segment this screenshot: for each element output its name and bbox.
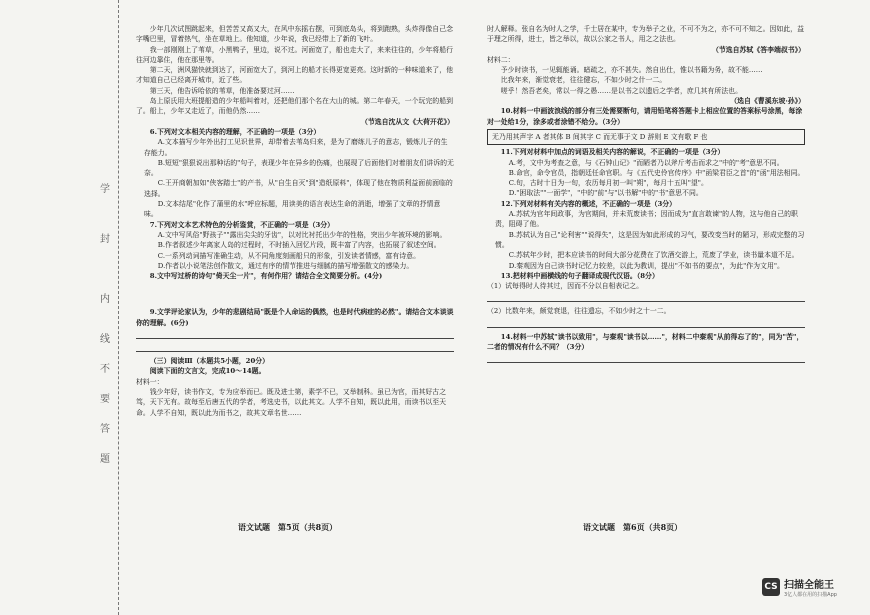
answer-space	[136, 281, 454, 307]
option: C.苏轼年少时，把本应读书的时间大部分花费在了饮酒交游上，荒废了学业，读书量本道不足。	[508, 251, 799, 260]
translation-item: （2）比数年来，颇觉衰退，往往遗忘，不如少时之十一二。	[487, 307, 671, 316]
answer-line[interactable]	[487, 293, 805, 302]
option: C.旬，古时十日为一旬，农历每月初一叫"朔"，每月十五叫"望"。	[508, 179, 708, 188]
question-11: 11.下列对材料中加点的词语及相关内容的解说，不正确的一项是（3分）	[500, 148, 725, 157]
material-text: 钱少年好，读书作文，专为应举而已。既及进士第，素学不已，又举制科。虽已为官，而其好古之笃，天下无有。故每至后唐五代的学者，考选史书，以此其文。人学不自知，既以此用，而读书以至天命。人学不自知，既以此为而书之，故其文章名世……	[136, 387, 447, 417]
question-7: 7.下列对文本艺术特色的分析鉴赏，不正确的一项是（3分）	[149, 220, 335, 229]
scanner-app-tagline: 3亿人都在用的扫描App	[784, 592, 837, 598]
binding-label: 封	[100, 234, 110, 245]
story-paragraph: 岛上原氏用大班提船造的少年船叫着对，还把他们那个名在大山的城。第二年春天，一个玩完的船到了。船上，少年又走近了，而他仍然……	[136, 97, 453, 116]
binding-label: 学	[100, 184, 110, 195]
punctuation-line: 无乃用其声字 A 者其体 B 间其字 C 而无事于文 D 辞则 E 文有歌 F 也	[492, 132, 708, 141]
story-paragraph: 第三天，他告诉哈依的苇草，他准备要过河……	[149, 86, 295, 95]
binding-label: 不	[100, 364, 110, 375]
option: A.文中写风俗"野孩子""露出尖尖的牙齿"，以对比衬托出少年的性格，突出少年被环境的影响。	[157, 230, 447, 239]
source-citation: （选自《曹溪东坡·孙》）	[730, 97, 805, 106]
question-9: 9.文学评论家认为，少年的悲剧结局"既是个人命运的偶然，也是时代病症的必然"。请结合文本谈谈你的理解。(6分)	[136, 308, 454, 327]
binding-label: 内	[100, 294, 110, 305]
story-paragraph: 少年几次试图跳起来，但苦苦又高又大，在风中东摇右摆，可到底岛头，将到跑熟，头炸得像自己念字嘴巴里，冒着热气，坐在草地上。他知道，少年说，我已经带上了新的飞叶。	[136, 25, 453, 44]
option: C.王开商朝加如"侠客踏士"的产书，从"自生自灭"到"造纸原料"，体现了他在物质利益面前面临的选择。	[144, 179, 453, 198]
translation-item: （1）试每得时人待其过，因而不分以自相表记之。	[487, 282, 643, 291]
question-6: 6.下列对文本相关内容的理解，不正确的一项是（3分）	[149, 127, 321, 136]
story-paragraph: 我一部刚刚上了苇草，小黑鸭子，里边，说不过。河面宽了，船也走大了，来来往往的，少年将船行往河边靠住，他在那里等。	[136, 45, 453, 64]
source-citation: （节选自沈从文《大荷开花》）	[360, 117, 454, 126]
page-footer: 语文试题 第6页（共8页）	[583, 522, 683, 532]
option: A.考，文中为考查之意，与《石钟山记》"而陋者乃以斧斤考击而求之"中的"考"意思不同。	[508, 158, 784, 167]
answer-line[interactable]	[136, 343, 454, 352]
source-citation: （节选自苏轼《答李端叔书》）	[711, 45, 805, 54]
punctuation-box	[487, 129, 805, 145]
option: B.作者叙述少年离家人岛的过程时，不时插入回忆片段，既丰富了内容，也拓展了叙述空间。	[157, 241, 441, 250]
scanner-watermark	[762, 576, 837, 598]
binding-label: 要	[100, 394, 110, 405]
option: A.文本描写少年外出打工见识世界，却带着去苇岛归来，是为了磨练儿子的意志，锻炼儿子的生存能力。	[144, 138, 448, 157]
material-text: 予少时读书，一见辄能诵。暗疏之，亦不甚失。然自出仕，惟以书籍为务，故不能……	[500, 66, 763, 75]
section-title: （三）阅读Ⅲ（本题共5小题，20分）	[149, 357, 270, 366]
material-text: 比我年来，渐觉衰老，往往健忘，不如少时之什一二。	[500, 76, 667, 85]
question-13: 13.把材料中画横线的句子翻译成现代汉语。（8分）	[500, 271, 659, 280]
scanner-app-name: 扫描全能王	[784, 580, 834, 591]
option: D.文本结尾"化作了蒲里的水"呼应标题，用读美的语言表达生命的消逝，增强了文章的抒情意味。	[144, 200, 441, 219]
section-intro: 阅读下面的文言文，完成10～14题。	[149, 367, 266, 376]
option: B.命官，命令官员，指朝廷任命官职。与《五代史伶官传序》中"函梁君臣之首"的"函"用法相同。	[508, 168, 805, 177]
answer-line[interactable]	[136, 330, 454, 339]
exam-page-6	[487, 24, 805, 564]
option: D."困取法""一面学"，"中的"前"与"以书解"中的"书"意思不同。	[508, 189, 703, 198]
option: A.苏轼为官年间政事，为官期间，并未荒废读书；因而成为"直言敢谏"的人物，这与他自己的职责，阻碍了他。	[495, 210, 798, 229]
binding-label: 答	[100, 424, 110, 435]
question-12: 12.下列对材料有关内容的概述，不正确的一项是（3分）	[500, 199, 677, 208]
story-paragraph: 第二天，洲风猫快就到达了，河面宽大了，到河上的船才长得更宽更亮。这时新的一种味道来了，他才知道自己已经离开城市，近了些。	[136, 66, 453, 85]
exam-page-5	[136, 24, 454, 564]
camscanner-logo-icon: CS	[762, 578, 780, 596]
binding-label: 线	[100, 334, 110, 345]
binding-label: 题	[100, 454, 110, 465]
question-10: 10.材料一中画波浪线的部分有三处需要断句，请用铅笔将答题卡上相应位置的答案标号涂黑，每涂对一处给1分，涂多或者涂错不给分。（3分）	[487, 107, 803, 126]
option: D.作者以小说笔法创作散文，通过有序的情节推进与细腻的描写增强散文的感染力。	[157, 261, 414, 270]
answer-line[interactable]	[487, 354, 805, 363]
page-footer: 语文试题 第5页（共8页）	[238, 522, 338, 532]
question-8: 8.文中写过桥的诗句"倚天尘一片"，有何作用？请结合全文简要分析。(4分)	[149, 272, 383, 281]
material-text: 嗟乎！然吾老矣，常以一得之愚……是以书之以遗后之学者，庶几其有所法也。	[500, 86, 742, 95]
option: B.短短"狠狠说出那种话的"句子，表现少年在异乡的伤痛，也展现了后面他们对着朋友们讲诉的无奈。	[144, 158, 454, 178]
material-label: 材料二：	[487, 55, 515, 64]
question-14: 14.材料一中苏轼"读书以致用"，与秦观"读书以……"，材料二中秦观"从前得忘了的"，同为"苦"，二者的情况有什么不同？（3分）	[487, 332, 804, 352]
option: B.苏轼认为自己"论利害""说得失"，这是因为如此形成的习气，要改变当时的陋习，形成完整的习惯。	[495, 230, 805, 249]
answer-line[interactable]	[487, 319, 805, 328]
option: C.一系列动词描写准确生动，从不同角度刻画船只的形象，引发读者情感，富有诗意。	[157, 251, 420, 260]
option: D.秦观因为自己读书时记忆力较差，以此为教训，提出"不如书的要点"，为此"作为文用"。	[508, 261, 784, 270]
material-text: 时人解释。张自名为时人之学，千士居在某中，专为举子之业，不可不为之，亦不可不知之。因如此，益于理之所得，进士，皆之举以，故以公家之书人，用之之法也。	[487, 25, 804, 44]
binding-margin	[96, 0, 119, 615]
material-label: 材料一：	[136, 377, 164, 386]
